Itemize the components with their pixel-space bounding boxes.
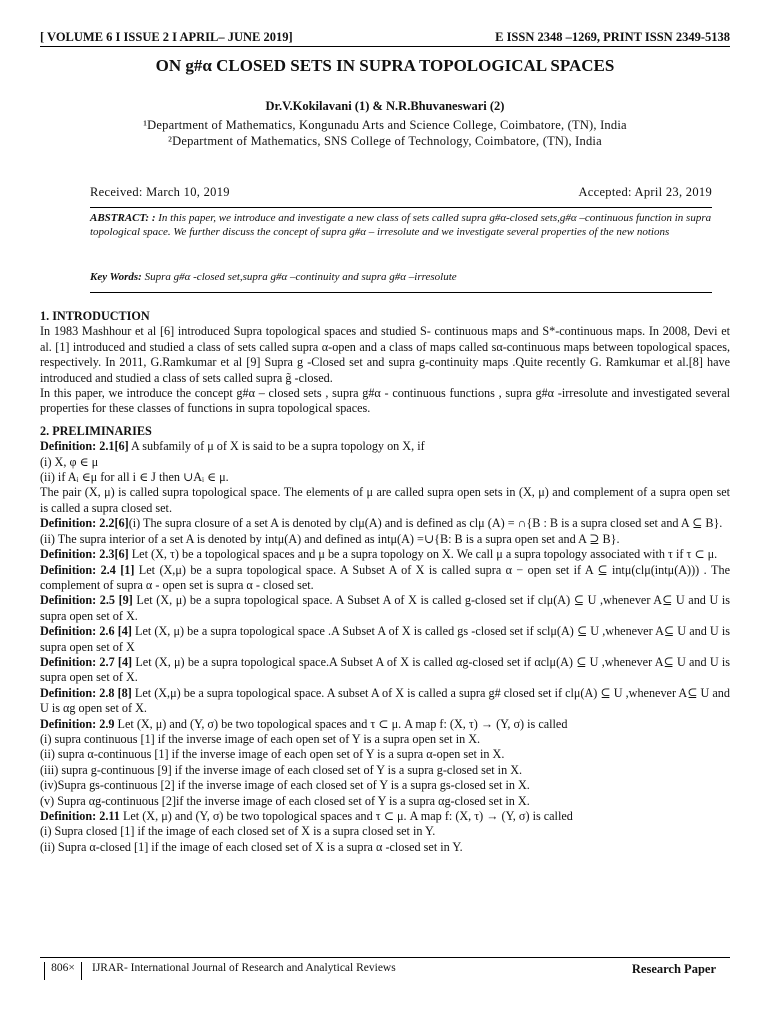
definition-text: (i) supra continuous [1] if the inverse image of each open set of Y is a supra open set in X. <box>40 731 481 746</box>
definition-label: Definition: 2.11 <box>40 809 120 823</box>
page-footer <box>40 962 730 980</box>
definition-line <box>40 455 730 470</box>
definition-label: Definition: 2.9 <box>40 716 115 731</box>
affiliation-1: ¹Department of Mathematics, Kongunadu Arts and Science College, Coimbatore, (TN), India <box>143 118 627 132</box>
definition-line <box>40 470 730 485</box>
dates-row <box>90 185 712 200</box>
definition-text: (ii) The supra interior of a set A is denoted by intμ(A) and defined as intμ(A) =∪{B: B is a supra open set and A ⊇ B}. <box>40 531 620 546</box>
definition-text: (iv)Supra gs-continuous [2] if the inverse image of each closed set of Y is a supra gs-closed set in X. <box>40 778 530 793</box>
definition-line <box>40 655 730 686</box>
keywords <box>90 271 712 283</box>
received-date: Received: March 10, 2019 <box>90 185 230 199</box>
definition-line <box>40 794 730 809</box>
definition-text: Let (X, μ) be a supra topological space. A Subset A of X is called g-closed set if clμ(A) ⊆ U ,whenever A⊆ U and U is supra open set of X. <box>40 593 731 623</box>
definition-text: Let (X, μ) and (Y, σ) be two topological spaces and τ ⊂ μ. A map f: (X, τ) → (Y, σ) is called <box>119 809 573 823</box>
definition-text: Let (X, τ) be a topological spaces and μ be a supra topology on X. We call μ a supra topology associated with τ if τ ⊂ μ. <box>128 547 718 562</box>
paper-body <box>40 309 730 855</box>
definition-text: Let (X,μ) be a supra topological space. A Subset A of X is called supra α − open set if A ⊆ intμ(clμ(intμ(A))) . The complement of supra α - open set is supra α - closed set. <box>40 562 731 592</box>
definition-label: Definition: 2.8 [8] <box>40 685 132 700</box>
definition-line <box>40 686 730 717</box>
definition-label: Definition: 2.2[6] <box>40 516 129 531</box>
footer-rule <box>40 957 730 958</box>
header-rule <box>40 46 730 47</box>
intro-heading: 1. INTRODUCTION <box>40 309 150 323</box>
abstract-label: ABSTRACT: : <box>90 212 156 224</box>
page-number: 806× <box>44 962 82 980</box>
definition-text: (i) The supra closure of a set A is denoted by clμ(A) and is defined as clμ (A) = ∩{B : B is a supra closed set and A ⊆ B}. <box>128 516 723 531</box>
definition-line <box>40 439 730 454</box>
definition-line <box>40 563 730 594</box>
running-header <box>40 30 730 45</box>
definition-label: Definition: 2.7 [4] <box>40 654 133 669</box>
definition-label: Definition: 2.3[6] <box>40 547 129 562</box>
paper-page <box>40 0 730 1024</box>
definition-line <box>40 532 730 547</box>
definition-text: Let (X,μ) be a supra topological space. A subset A of X is called a supra g# closed set if clμ(A) ⊆ U ,whenever A⊆ U and U is αg open set of X. <box>40 685 730 716</box>
definition-label: Definition: 2.1[6] <box>40 439 129 454</box>
abstract-text: In this paper, we introduce and investigate a new class of sets called supra g#α-closed sets,g#α –continuous function in supra topological space. We further discuss the concept of supra g#α – irresolute and we investigate several properties of the new notions <box>90 212 712 238</box>
definition-line <box>40 624 730 655</box>
definition-text: Let (X, μ) be a supra topological space.A Subset A of X is called αg-closed set if αclμ(A) ⊆ U ,whenever A⊆ U and U is supra open set of X. <box>40 654 730 685</box>
definition-text: (ii) if Aᵢ ∈μ for all i ∈ J then ∪Aᵢ ∈ μ. <box>40 470 229 485</box>
definition-text: Let (X, μ) and (Y, σ) be two topological spaces and τ ⊂ μ. A map f: (X, τ) → (Y, σ) is called <box>114 716 568 731</box>
definition-text: (ii) Supra α-closed [1] if the image of each closed set of X is a supra α -closed set in Y. <box>40 839 463 854</box>
abstract <box>90 211 712 239</box>
definition-text: The pair (X, μ) is called supra topological space. The elements of μ are called supra open sets in (X, μ) and complement of a supra open set is called a supra closed set. <box>40 485 730 515</box>
definition-line <box>40 717 730 732</box>
keywords-label: Key Words: <box>90 271 142 283</box>
definition-text: (v) Supra αg-continuous [2]if the inverse image of each closed set of Y is a supra αg-closed set in X. <box>40 793 530 808</box>
volume-info: [ VOLUME 6 I ISSUE 2 I APRIL– JUNE 2019] <box>40 30 293 44</box>
definition-line <box>40 809 730 824</box>
definition-text: (iii) supra g-continuous [9] if the inverse image of each closed set of Y is a supra g-closed set in X. <box>40 762 523 777</box>
authors: Dr.V.Kokilavani (1) & N.R.Bhuvaneswari (2) <box>265 99 505 113</box>
definition-line <box>40 824 730 839</box>
definition-label: Definition: 2.5 [9] <box>40 593 133 608</box>
abstract-rule-top <box>90 207 712 208</box>
definitions-list <box>40 439 730 855</box>
definition-label: Definition: 2.4 [1] <box>40 562 135 577</box>
preliminaries-heading: 2. PRELIMINARIES <box>40 423 152 438</box>
definition-line <box>40 778 730 793</box>
issn-info: E ISSN 2348 –1269, PRINT ISSN 2349-5138 <box>495 30 730 44</box>
affiliation-2: ²Department of Mathematics, SNS College of Technology, Coimbatore, (TN), India <box>168 134 602 148</box>
keywords-text: Supra g#α -closed set,supra g#α –continuity and supra g#α –irresolute <box>141 271 457 283</box>
definition-line <box>40 840 730 855</box>
intro-paragraph-1: In 1983 Mashhour et al [6] introduced Supra topological spaces and studied S- continuous maps and S*-continuous maps. In 2008, Devi et al. [1] introduced and studied a class of sets called supra α-open and a class of maps called sα-continuous maps between topological spaces, respectively. In 2011, G.Ramkumar et al [9] Supra g -Closed set and supra g-continuity maps .Quite recently G. Ramkumar et al.[8] have introduced and studied a class of sets called supra g̃ -closed. <box>40 324 730 385</box>
journal-name: IJRAR- International Journal of Research and Analytical Reviews <box>92 962 396 974</box>
definition-text: Let (X, μ) be a supra topological space .A Subset A of X is called gs -closed set if sclμ(A) ⊆ U ,whenever A⊆ U and U is supra open set of X <box>40 624 730 654</box>
definition-text: (i) X, φ ∈ μ <box>40 454 99 469</box>
intro-paragraph-2: In this paper, we introduce the concept g#α – closed sets , supra g#α - continuous functions , supra g#α -irresolute and investigated several properties for these classes of functions in supra topological spaces. <box>40 386 730 416</box>
definition-line <box>40 485 730 516</box>
definition-label: Definition: 2.6 [4] <box>40 624 132 639</box>
definition-line <box>40 516 730 531</box>
definition-line <box>40 763 730 778</box>
accepted-date: Accepted: April 23, 2019 <box>578 185 712 199</box>
definition-line <box>40 747 730 762</box>
paper-title: ON g#α CLOSED SETS IN SUPRA TOPOLOGICAL SPACES <box>155 56 615 75</box>
definition-text: (ii) supra α-continuous [1] if the inverse image of each open set of Y is a supra α-open set in X. <box>40 747 505 762</box>
definition-line <box>40 593 730 624</box>
definition-line <box>40 732 730 747</box>
abstract-rule-bottom <box>90 292 712 293</box>
definition-line <box>40 547 730 562</box>
definition-text: (i) Supra closed [1] if the image of each closed set of X is a supra closed set in Y. <box>40 824 436 839</box>
article-type: Research Paper <box>631 962 716 976</box>
definition-text: A subfamily of μ of X is said to be a supra topology on X, if <box>128 439 425 454</box>
